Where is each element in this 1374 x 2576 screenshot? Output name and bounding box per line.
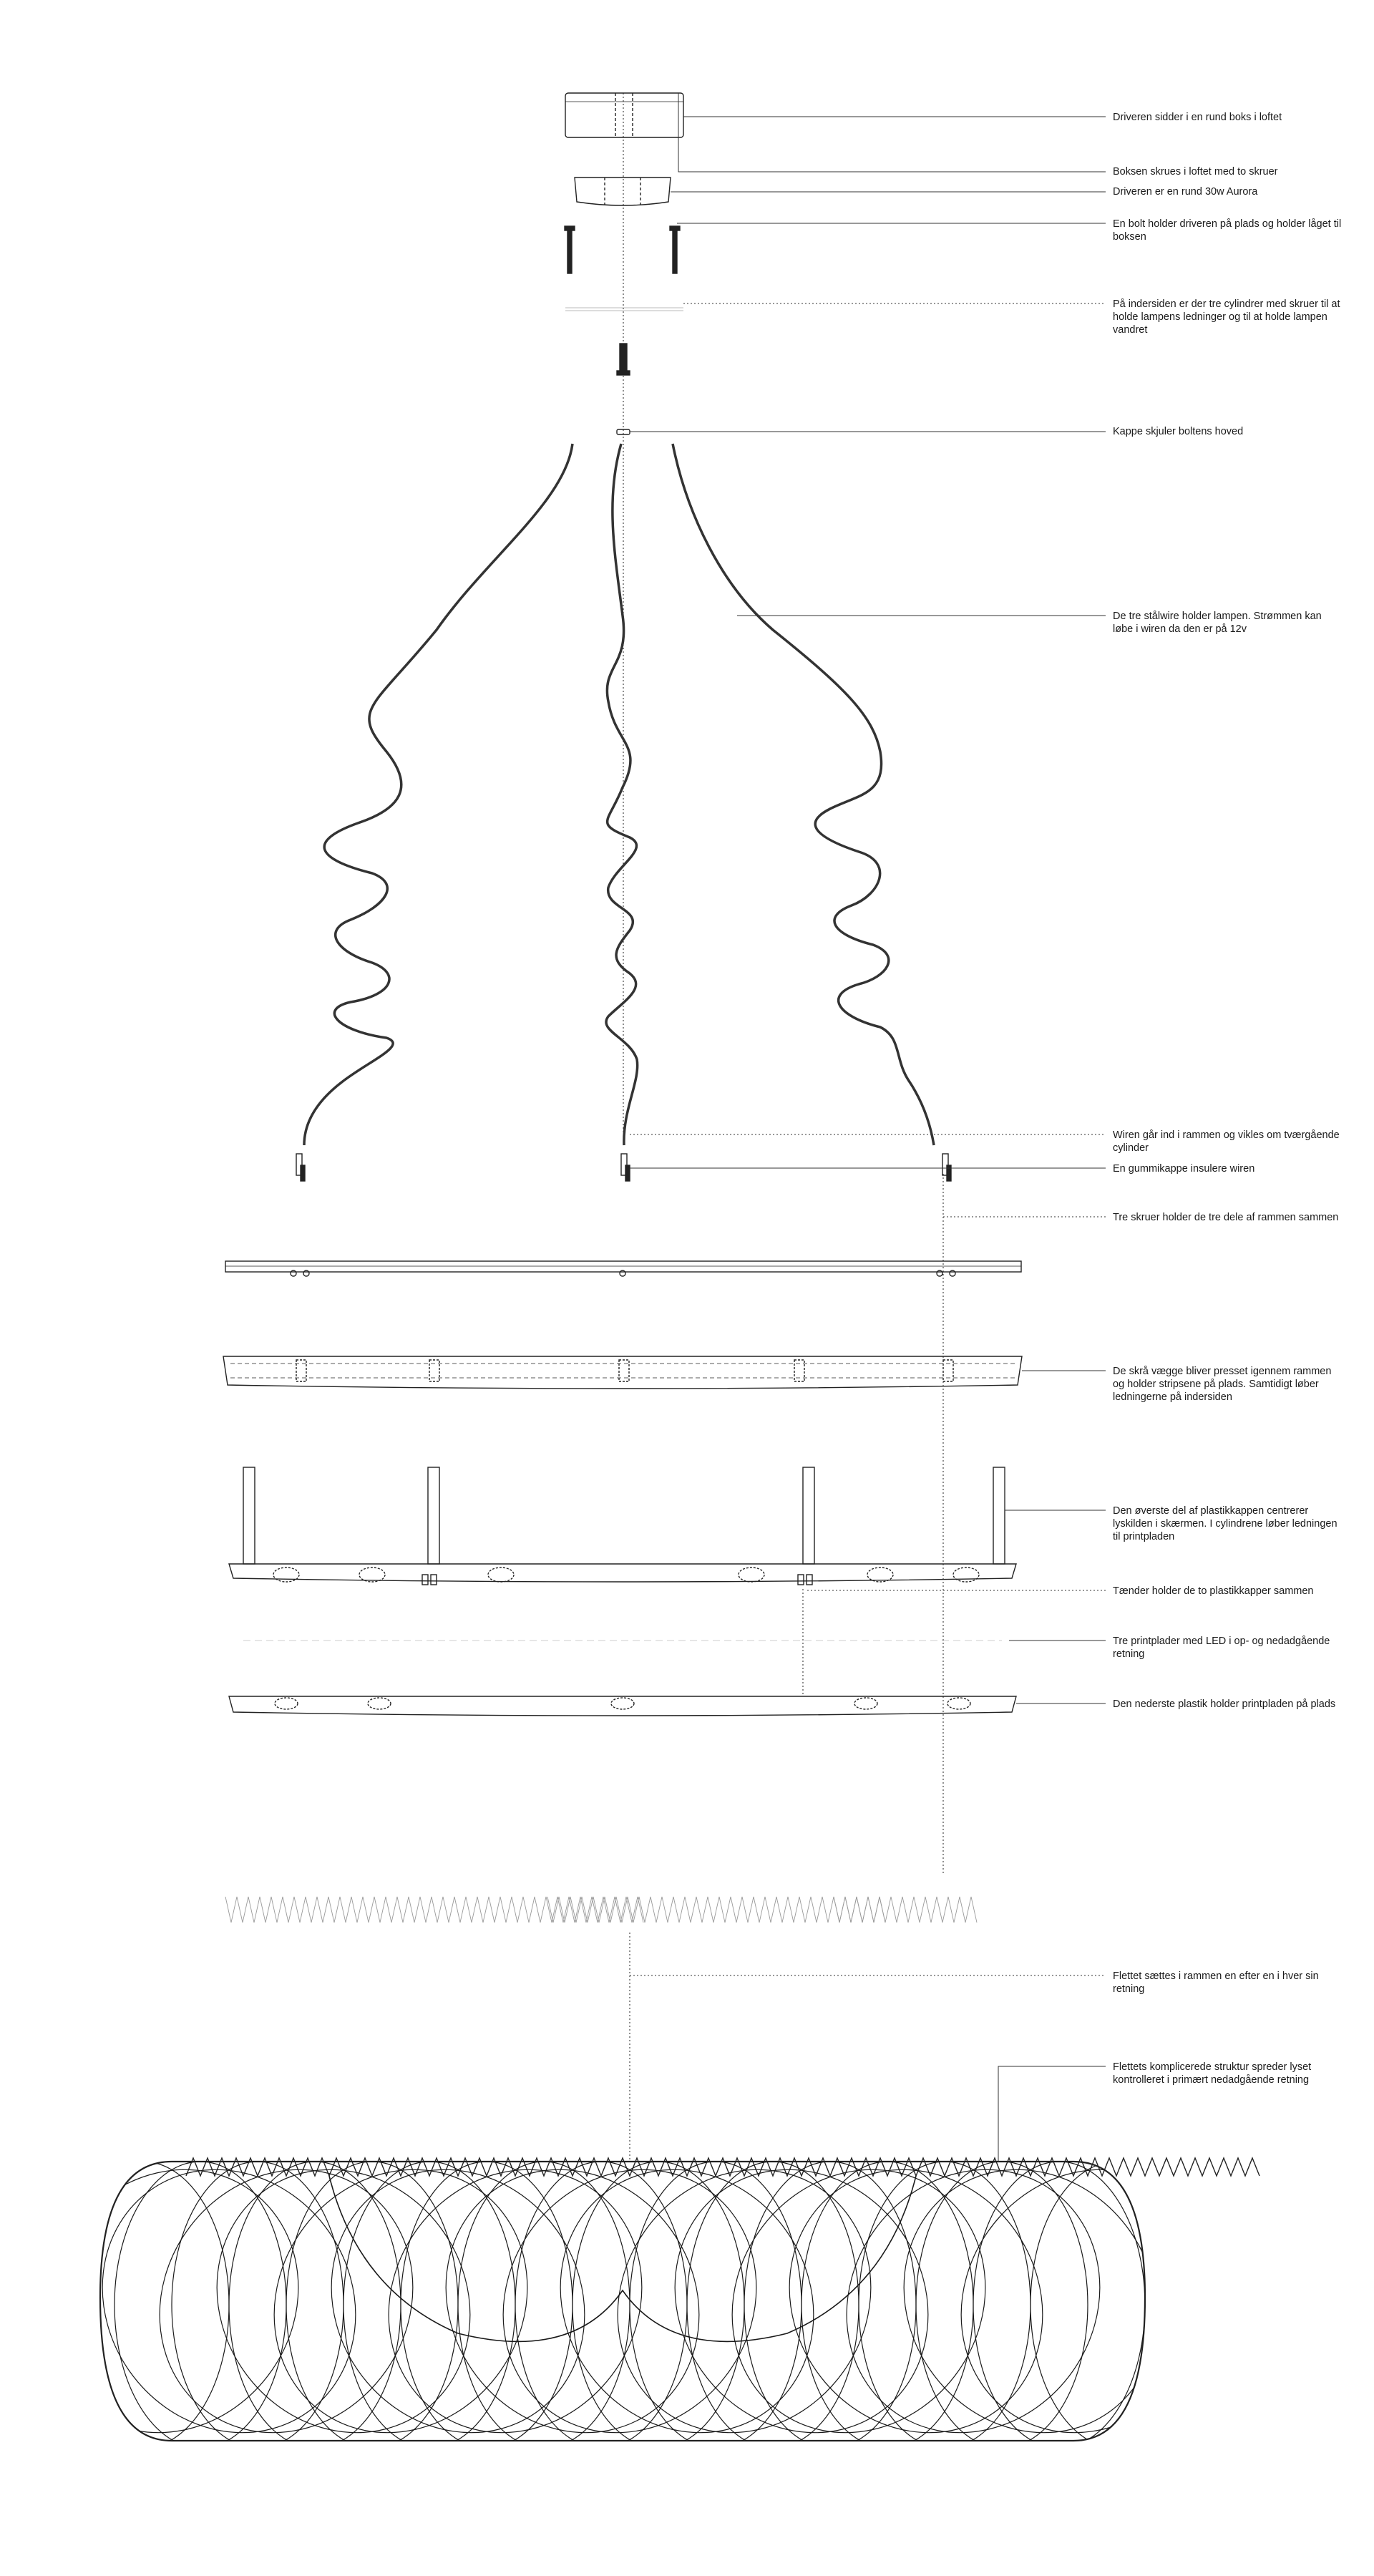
ceiling-screws [565, 226, 680, 273]
callout-driver-type: Driveren er en rund 30w Aurora [1113, 186, 1258, 198]
callout-cylinders: På indersiden er der tre cylindrer med skruer til at holde lampens ledninger og til at holde lampen vandret [1113, 298, 1340, 336]
callout-slanted-walls: De skrå vægge bliver presset igennem rammen og holder stripsene på plads. Samtidigt løber ledningerne på indersiden [1113, 1366, 1332, 1403]
frame-ring-part [225, 1261, 1021, 1276]
callout-upper-plastic: Den øverste del af plastikkappen centrerer lyskilden i skærmen. I cylindrene løber ledningen til printpladen [1113, 1505, 1338, 1542]
driver-box-part [565, 93, 683, 137]
slanted-wall-frame-part [223, 1356, 1022, 1389]
wire-end-pins [296, 1154, 951, 1181]
callout-lower-plastic: Den nederste plastik holder printpladen på plads [1113, 1698, 1336, 1710]
callout-bolt: En bolt holder driveren på plads og holder låget til boksen [1113, 218, 1342, 243]
lower-plastic-part [229, 1696, 1016, 1716]
callout-pcbs: Tre printplader med LED i op- og nedadgående retning [1113, 1635, 1330, 1660]
leader-lines [630, 93, 1106, 2162]
driver-disc-part [575, 178, 671, 205]
callout-wire-entry: Wiren går ind i rammen og vikles om tværgående cylinder [1113, 1129, 1340, 1154]
callout-cap: Kappe skjuler boltens hoved [1113, 426, 1244, 437]
callout-braid-structure: Flettets komplicerede struktur spreder lyset kontrolleret i primært nedadgående retning [1113, 2061, 1312, 2086]
woven-lamp-shade [0, 2120, 1265, 2482]
callout-driver-box: Driveren sidder i en rund boks i loftet [1113, 112, 1282, 123]
callout-box-screws: Boksen skrues i loftet med to skruer [1113, 166, 1278, 178]
callout-braid-insert: Flettet sættes i rammen en efter en i hver sin retning [1113, 1970, 1319, 1995]
braid-strips-part [225, 1897, 977, 1923]
steel-wires-part [304, 444, 934, 1145]
faint-lid-part [565, 308, 683, 311]
callout-teeth: Tænder holder de to plastikkapper sammen [1113, 1585, 1314, 1597]
upper-plastic-cover-part [229, 1467, 1016, 1585]
callout-steel-wires: De tre stålwire holder lampen. Strømmen kan løbe i wiren da den er på 12v [1113, 611, 1322, 635]
callout-rubber-cap: En gummikappe insulere wiren [1113, 1163, 1255, 1175]
callout-frame-screws: Tre skruer holder de tre dele af rammen sammen [1113, 1212, 1339, 1223]
